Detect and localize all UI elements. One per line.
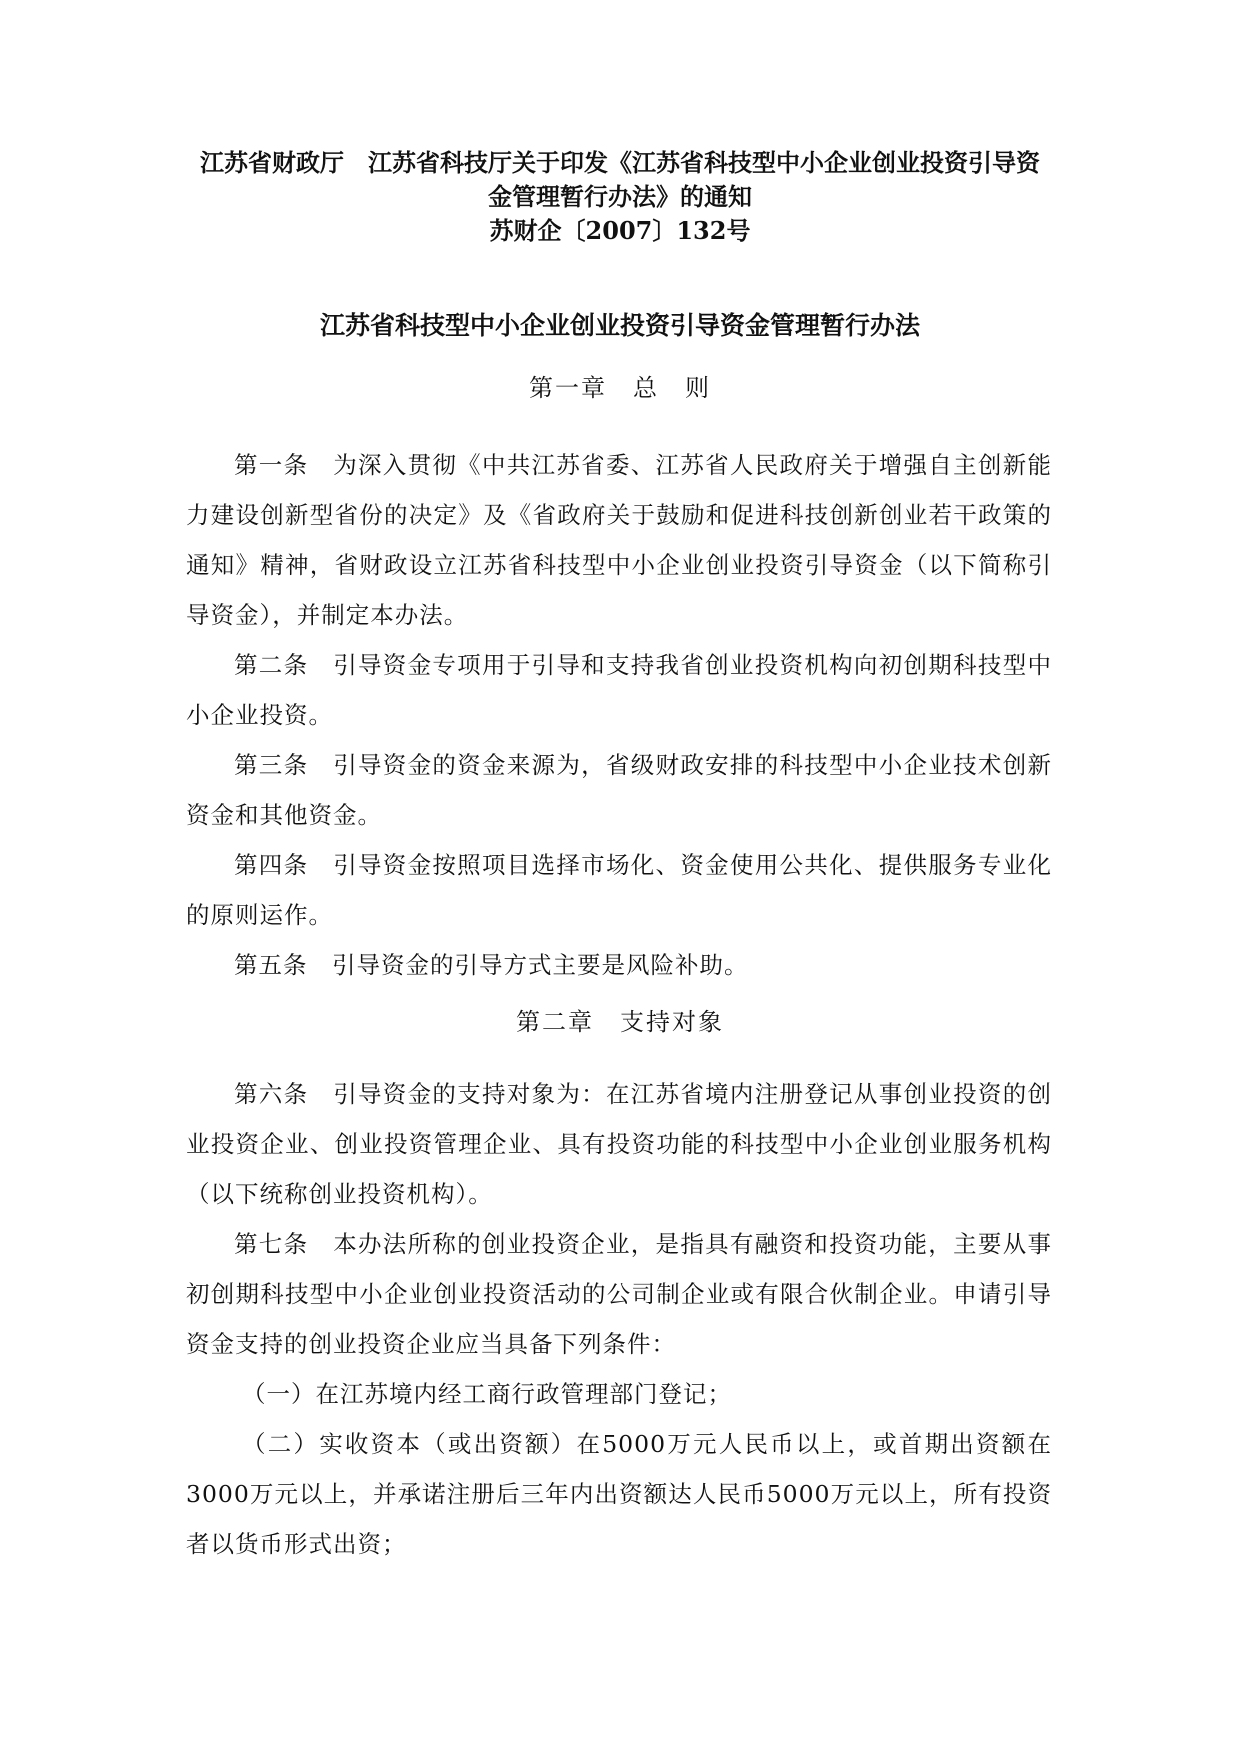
article-label: 第五条	[234, 951, 308, 979]
condition-item-2: （二）实收资本（或出资额）在5000万元人民币以上，或首期出资额在3000万元以上，并承诺注册后三年内出资额达人民币5000万元以上，所有投资者以货币形式出资；	[186, 1430, 1052, 1558]
article-label: 第四条	[234, 851, 309, 879]
article-text: 引导资金的资金来源为，省级财政安排的科技型中小企业技术创新资金和其他资金。	[186, 751, 1052, 829]
article-3	[186, 740, 1052, 840]
article-4	[186, 840, 1052, 940]
article-text: 引导资金的支持对象为：在江苏省境内注册登记从事创业投资的创业投资企业、创业投资管理企业、具有投资功能的科技型中小企业创业服务机构（以下统称创业投资机构）。	[186, 1080, 1052, 1208]
chapter-1-heading: 第一章 总 则	[529, 374, 711, 402]
article-text: 引导资金专项用于引导和支持我省创业投资机构向初创期科技型中小企业投资。	[186, 651, 1052, 729]
article-label: 第七条	[234, 1230, 309, 1258]
condition-item-1: （一）在江苏境内经工商行政管理部门登记；	[242, 1380, 732, 1408]
notice-title-line-2: 金管理暂行办法》的通知	[488, 182, 752, 211]
article-text: 引导资金按照项目选择市场化、资金使用公共化、提供服务专业化的原则运作。	[186, 851, 1052, 929]
chapter-2-heading: 第二章 支持对象	[516, 1008, 724, 1036]
article-2	[186, 640, 1052, 740]
article-label: 第三条	[234, 751, 309, 779]
article-label: 第二条	[234, 651, 309, 679]
article-7	[186, 1219, 1052, 1369]
article-5	[186, 940, 1052, 990]
notice-header	[150, 146, 1090, 248]
chapter-1-body	[186, 440, 1052, 990]
article-text: 引导资金的引导方式主要是风险补助。	[332, 951, 749, 979]
article-label: 第一条	[234, 451, 309, 479]
article-1	[186, 440, 1052, 640]
document-number: 苏财企〔2007〕132号	[489, 216, 751, 245]
article-label: 第六条	[234, 1080, 309, 1108]
article-text: 本办法所称的创业投资企业，是指具有融资和投资功能，主要从事初创期科技型中小企业创业投资活动的公司制企业或有限合伙制企业。申请引导资金支持的创业投资企业应当具备下列条件：	[186, 1230, 1052, 1358]
article-text: 为深入贯彻《中共江苏省委、江苏省人民政府关于增强自主创新能力建设创新型省份的决定》及《省政府关于鼓励和促进科技创新创业若干政策的通知》精神，省财政设立江苏省科技型中小企业创业投资引导资金（以下简称引导资金），并制定本办法。	[186, 451, 1052, 629]
article-6	[186, 1069, 1052, 1219]
regulation-title: 江苏省科技型中小企业创业投资引导资金管理暂行办法	[319, 311, 920, 340]
chapter-2-body	[186, 1069, 1052, 1569]
notice-title-line-1: 江苏省财政厅 江苏省科技厅关于印发《江苏省科技型中小企业创业投资引导资	[200, 148, 1040, 177]
